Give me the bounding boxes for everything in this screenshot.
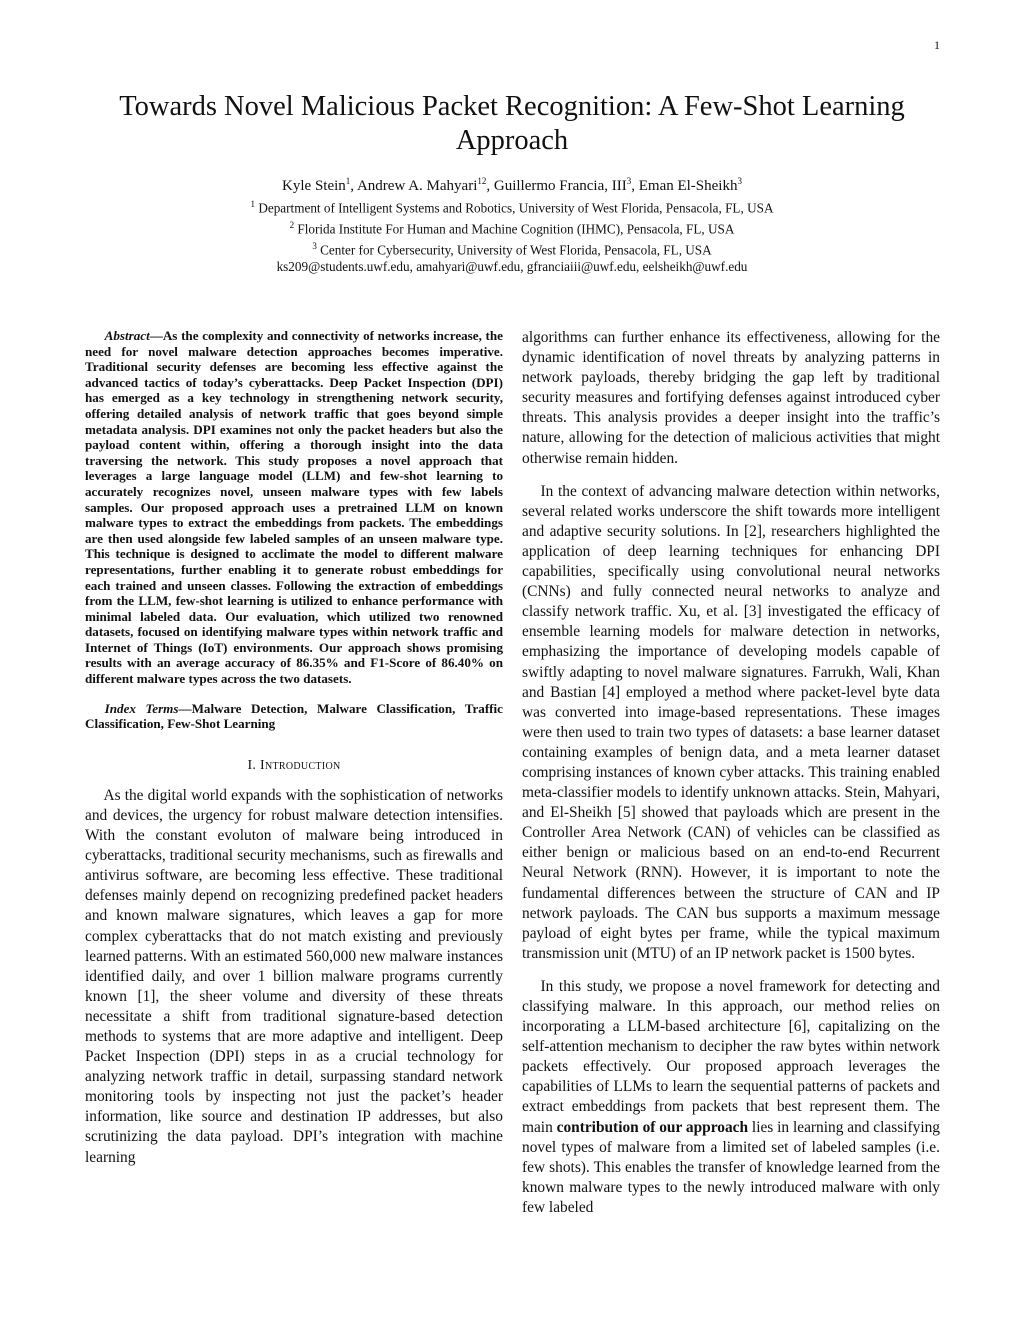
contribution-paragraph [522, 977, 940, 1218]
affiliation [90, 238, 934, 259]
section-heading [85, 758, 503, 774]
related-work-paragraph: In the context of advancing malware detection within networks, several related works underscore the shift towards more intelligent and adaptive security solutions. In [2], researchers highlighted the application of deep learning techniques for enhancing DPI capabilities, specifically using convolutional neural networks (CNNs) and fully connected neural networks to analyze and classify network traffic. Xu, et al. [3] investigated the efficacy of ensemble learning models for malware detection in networks, emphasizing the importance of developing models capable of swiftly adapting to novel malware signatures. Farrukh, Wali, Khan and Bastian [4] employed a method where packet-level byte data was converted into image-based representations. These images were then used to train two types of datasets: a base learner dataset containing examples of benign data, and a meta learner dataset comprising instances of known cyber attacks. This training enabled meta-classifier models to identify unknown attacks. Stein, Mahyari, and El-Sheikh [5] showed that payloads which are present in the Controller Area Network (CAN) of vehicles can be classified as either benign or malicious based on an end-to-end Recurrent Neural Network (RNN). However, it is important to note the fundamental differences between the structure of CAN and IP network payloads. The CAN bus supports a maximum message payload of eight bytes per frame, while the typical maximum transmission unit (MTU) of an IP network packet is 1500 bytes. [522, 482, 940, 962]
section-title: Introduction [260, 757, 341, 773]
author-name: Kyle Stein [282, 178, 346, 194]
affiliation-text: Florida Institute For Human and Machine Cognition (IHMC), Pensacola, FL, USA [297, 221, 735, 237]
affiliation [90, 196, 934, 217]
abstract [85, 328, 503, 687]
page-number: 1 [934, 38, 940, 52]
affiliation-mark: 2 [289, 219, 295, 230]
paragraph-text: lies in learning and classifying novel types of malware from a limited set of labeled samples (i.e. few shots). This enables the transfer of knowledge learned from the known malware types to the newly introduced malware with only few labeled [522, 1118, 940, 1216]
author-affil-mark: 12 [477, 176, 487, 186]
body-paragraph: algorithms can further enhance its effectiveness, allowing for the dynamic identification of novel threats by analyzing patterns in network payloads, thereby bridging the gap left by traditional security measures and fortifying defenses against introduced cyber threats. This analysis provides a deeper insight into the traffic’s nature, allowing for the detection of malicious activities that might otherwise remain hidden. [522, 329, 940, 467]
index-terms-lead: Index Terms [104, 700, 179, 716]
author-name: Guillermo Francia, III [493, 178, 627, 194]
right-column [522, 328, 940, 1218]
paragraph-text: In this study, we propose a novel framework for detecting and classifying malware. In this approach, our method relies on incorporating a LLM-based architecture [6], capitalizing on the self-attention mechanism to decipher the raw bytes within network packets effectively. Our proposed approach leverages the capabilities of LLMs to learn the sequential patterns of packets and extract embeddings from packets that best represent them. The main [522, 977, 940, 1136]
author-name: Andrew A. Mahyari [356, 178, 478, 194]
author-affil-mark: 1 [345, 176, 351, 186]
author-affil-mark: 3 [737, 176, 742, 186]
affiliation-mark: 3 [312, 240, 317, 251]
author-block [90, 172, 934, 275]
paper-title: Towards Novel Malicious Packet Recognition: A Few-Shot Learning Approach [119, 91, 905, 156]
left-column [85, 328, 503, 1168]
author-affil-mark: 3 [626, 176, 632, 186]
affiliation-text: Center for Cybersecurity, University of West Florida, Pensacola, FL, USA [320, 242, 712, 258]
abstract-text: —As the complexity and connectivity of networks increase, the need for novel malware detection approaches becomes imperative. Traditional security defenses are becoming less effective against the advanced tactics of today’s cyberattacks. Deep Packet Inspection (DPI) has emerged as a key technology in strengthening network security, offering detailed analysis of network traffic that goes beyond simple metadata analysis. DPI examines not only the packet headers but also the payload content within, offering a thorough insight into the data traversing the network. This study proposes a novel approach that leverages a large language model (LLM) and few-shot learning to accurately recognizes novel, unseen malware types with few labels samples. Our proposed approach uses a pretrained LLM on known malware types to extract the embeddings from packets. The embeddings are then used alongside few labeled samples of an unseen malware type. This technique is designed to acclimate the model to different malware representations, further enabling it to generate robust embeddings for each trained and unseen classes. Following the extraction of embeddings from the LLM, few-shot learning is utilized to enhance performance with minimal labeled data. Our evaluation, which utilized two renowned datasets, focused on identifying malware types within network traffic and Internet of Things (IoT) environments. Our approach shows promising results with an average accuracy of 86.35% and F1-Score of 86.40% on different malware types across the two datasets. [85, 328, 503, 687]
index-terms [85, 701, 503, 732]
emphasis-text: contribution of our approach [556, 1118, 749, 1136]
affiliation-text: Department of Intelligent Systems and Robotics, University of West Florida, Pensacola, FL, USA [258, 200, 774, 216]
author-list: Kyle Stein$^1$, Andrew A. Mahyari$^{12}$, Guillermo Francia, III$^3$, Eman El-Sheikh$^3$ [282, 176, 742, 194]
intro-paragraph: As the digital world expands with the sophistication of networks and devices, the urgency for robust malware detection intensifies. With the constant evoluton of malware being introduced in cyberattacks, traditional security mechanisms, such as firewalls and antivirus software, are becoming less effective. These traditional defenses mainly depend on recognizing predefined packet headers and known malware signatures, which leaves a gap for more complex cyberattacks that do not match existing and previously learned patterns. With an estimated 560,000 new malware instances identified daily, and over 1 billion malware programs currently known [1], the sheer volume and diversity of these threats necessitate a shift from traditional signature-based detection methods to systems that are more adaptive and intelligent. Deep Packet Inspection (DPI) steps in as a crucial technology for analyzing network traffic in detail, surpassing standard network monitoring tools by inspecting not just the packet’s header information, like source and destination IP addresses, but also scrutinizing the data payload. DPI’s integration with machine learning [85, 786, 503, 1166]
author-name: Eman El-Sheikh [638, 178, 738, 194]
abstract-lead: Abstract [104, 328, 150, 343]
author-emails: ks209@students.uwf.edu, amahyari@uwf.edu, gfranciaiii@uwf.edu, eelsheikh@uwf.edu [276, 258, 748, 274]
section-numeral: I. [247, 757, 261, 773]
affiliation-mark: 1 [250, 199, 256, 209]
affiliation [90, 217, 934, 238]
index-terms-text: —Malware Detection, Malware Classification, Traffic Classification, Few-Shot Learning [85, 700, 503, 732]
